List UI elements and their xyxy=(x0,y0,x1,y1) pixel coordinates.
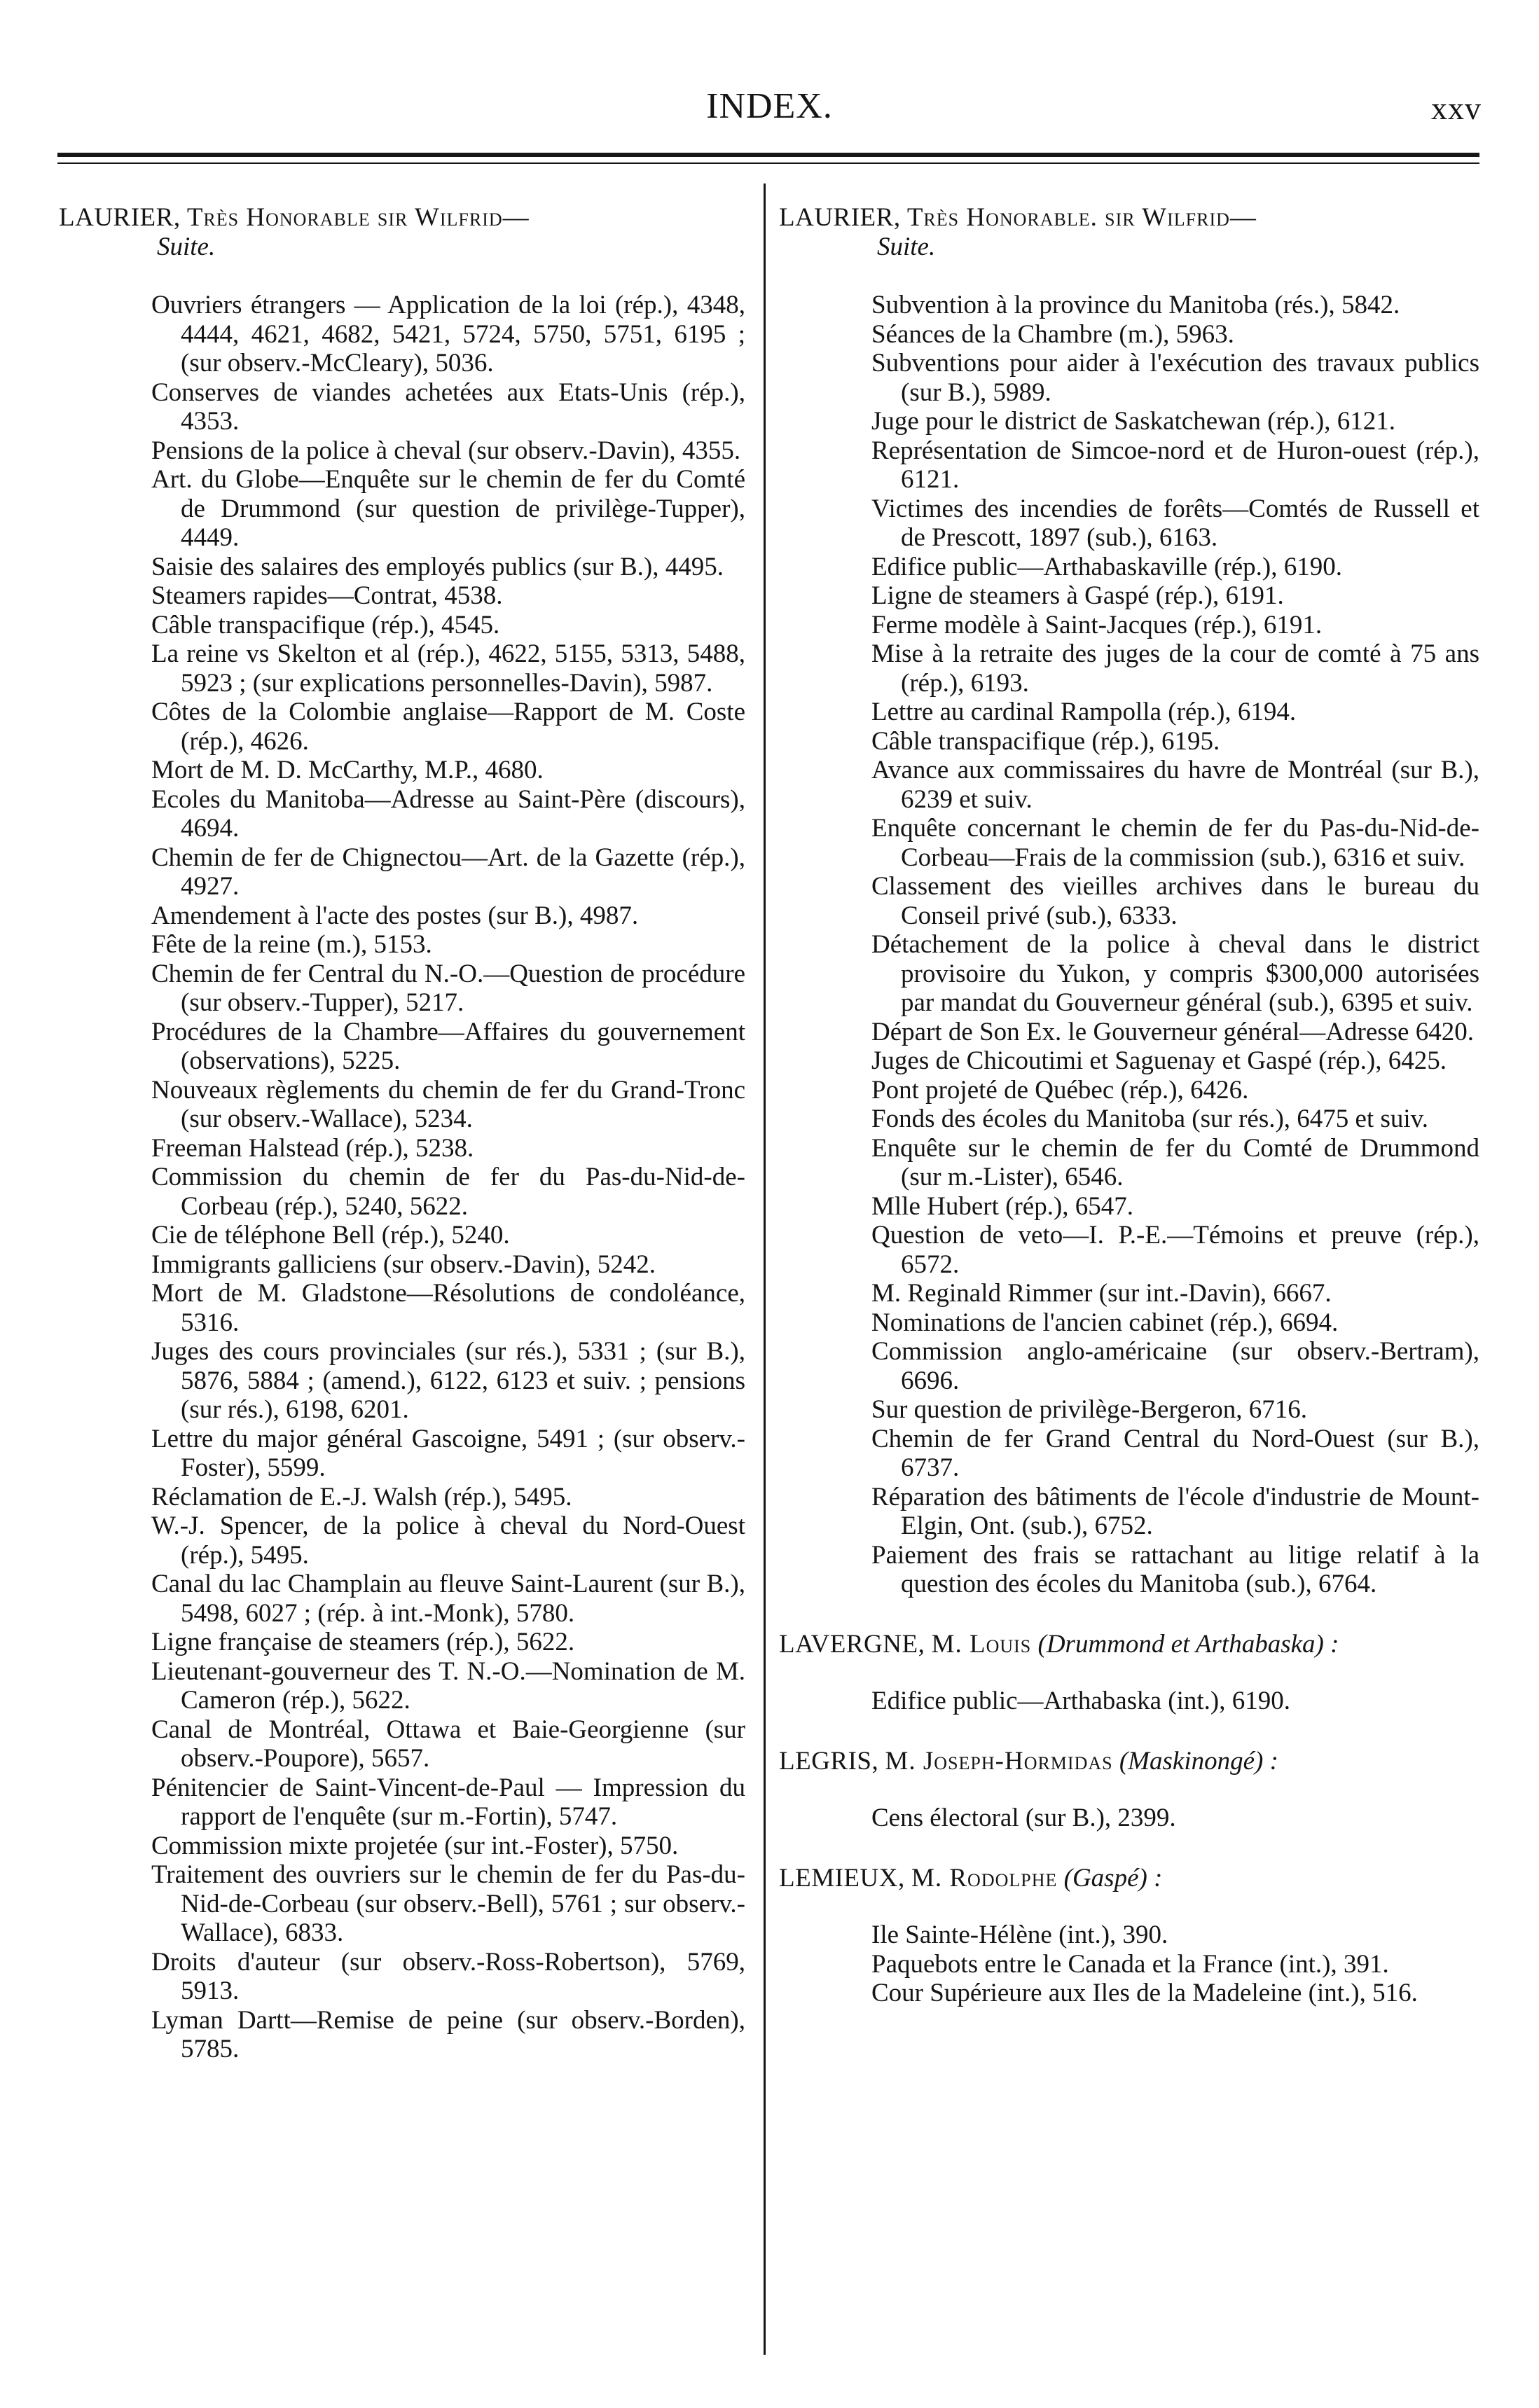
index-entry: Pont projeté de Québec (rép.), 6426. xyxy=(871,1075,1249,1105)
right-column xyxy=(779,203,1479,2008)
index-entry: Question de veto—I. P.-E.—Témoins et preuve (rép.), 6572. xyxy=(871,1221,1479,1279)
index-entry: Séances de la Chambre (m.), 5963. xyxy=(871,319,1234,349)
page-title: INDEX. xyxy=(706,86,833,126)
index-entry: Ligne de steamers à Gaspé (rép.), 6191. xyxy=(871,581,1284,610)
spacer xyxy=(779,1599,1479,1630)
index-entry: Juges des cours provinciales (sur rés.), 5331 ; (sur B.), 5876, 5884 ; (amend.), 6122, 6123 et suiv. ; pensions (sur rés.), 6198, 6201. xyxy=(151,1337,745,1424)
index-entry: Sur question de privilège-Bergeron, 6716. xyxy=(871,1395,1308,1424)
index-entry: Nominations de l'ancien cabinet (rép.), 6694. xyxy=(871,1308,1339,1337)
column-divider xyxy=(764,184,766,2355)
index-entry: Lyman Dartt—Remise de peine (sur observ.-Borden), 5785. xyxy=(151,2005,745,2063)
index-entry: Immigrants galliciens (sur observ.-Davin), 5242. xyxy=(151,1250,656,1279)
index-entry: Amendement à l'acte des postes (sur B.), 4987. xyxy=(151,901,639,930)
index-entry: Réparation des bâtiments de l'école d'industrie de Mount-Elgin, Ont. (sub.), 6752. xyxy=(871,1482,1479,1540)
index-entry: Canal du lac Champlain au fleuve Saint-Laurent (sur B.), 5498, 6027 ; (rép. à int.-Monk), 5780. xyxy=(151,1570,745,1628)
spacer xyxy=(779,1716,1479,1747)
index-entry: Procédures de la Chambre—Affaires du gouvernement (observations), 5225. xyxy=(151,1017,745,1075)
index-entry: Ecoles du Manitoba—Adresse au Saint-Père (discours), 4694. xyxy=(151,784,745,843)
heading-suite: Suite. xyxy=(157,232,216,261)
index-entry: Nouveaux règlements du chemin de fer du Grand-Tronc (sur observ.-Wallace), 5234. xyxy=(151,1075,745,1133)
index-entry: Art. du Globe—Enquête sur le chemin de fer du Comté de Drummond (sur question de privilège-Tupper), 4449. xyxy=(151,465,745,552)
index-entry: Lettre au cardinal Rampolla (rép.), 6194. xyxy=(871,698,1297,726)
index-entry: Mise à la retraite des juges de la cour de comté à 75 ans (rép.), 6193. xyxy=(871,639,1479,698)
index-entry: Traitement des ouvriers sur le chemin de fer du Pas-du-Nid-de-Corbeau (sur observ.-Bell), 5761 ; sur observ.-Wallace), 6833. xyxy=(151,1860,745,1947)
index-entry: Ferme modèle à Saint-Jacques (rép.), 6191. xyxy=(871,610,1323,639)
spacer xyxy=(779,1893,1479,1921)
index-entry: Conserves de viandes achetées aux Etats-Unis (rép.), 4353. xyxy=(151,378,745,436)
index-entry: Victimes des incendies de forêts—Comtés de Russell et de Prescott, 1897 (sub.), 6163. xyxy=(871,494,1479,552)
index-entry: Côtes de la Colombie anglaise—Rapport de M. Coste (rép.), 4626. xyxy=(151,698,745,756)
spacer xyxy=(779,261,1479,291)
index-entry: Chemin de fer Central du N.-O.—Question de procédure (sur observ.-Tupper), 5217. xyxy=(151,959,745,1017)
index-entry: Enquête sur le chemin de fer du Comté de Drummond (sur m.-Lister), 6546. xyxy=(871,1133,1479,1191)
index-entry: Représentation de Simcoe-nord et de Huron-ouest (rép.), 6121. xyxy=(871,436,1479,494)
index-entry: M. Reginald Rimmer (sur int.-Davin), 6667. xyxy=(871,1279,1332,1308)
header-rule-thick xyxy=(57,153,1479,157)
index-entry: Lettre du major général Gascoigne, 5491 ; (sur observ.-Foster), 5599. xyxy=(151,1424,745,1482)
index-entry: Chemin de fer Grand Central du Nord-Ouest (sur B.), 6737. xyxy=(871,1424,1479,1482)
index-entry: Réclamation de E.-J. Walsh (rép.), 5495. xyxy=(151,1482,572,1511)
index-entry: Câble transpacifique (rép.), 6195. xyxy=(871,726,1220,756)
index-entry: Paiement des frais se rattachant au litige relatif à la question des écoles du Manitoba (sub.), 6764. xyxy=(871,1540,1479,1598)
index-entry: W.-J. Spencer, de la police à cheval du Nord-Ouest (rép.), 5495. xyxy=(151,1511,745,1570)
index-entry: Subvention à la province du Manitoba (rés.), 5842. xyxy=(871,291,1400,319)
index-entry: Commission du chemin de fer du Pas-du-Nid-de-Corbeau (rép.), 5240, 5622. xyxy=(151,1163,745,1221)
index-entry: Droits d'auteur (sur observ.-Ross-Robertson), 5769, 5913. xyxy=(151,1947,745,2005)
index-entry: Mlle Hubert (rép.), 6547. xyxy=(871,1191,1134,1221)
index-entry: Paquebots entre le Canada et la France (int.), 391. xyxy=(871,1949,1389,1979)
index-entry: Fonds des écoles du Manitoba (sur rés.), 6475 et suiv. xyxy=(871,1105,1429,1133)
index-entry: Fête de la reine (m.), 5153. xyxy=(151,930,432,959)
heading-constituency: (Drummond et Arthabaska) : xyxy=(1037,1629,1339,1659)
index-entry: Juge pour le district de Saskatchewan (rép.), 6121. xyxy=(871,407,1396,436)
section-heading-legris xyxy=(779,1747,1479,1776)
left-column xyxy=(59,203,745,2064)
page-header xyxy=(0,85,1539,134)
page-number: xxv xyxy=(1431,90,1482,126)
index-entry: Mort de M. Gladstone—Résolutions de condoléance, 5316. xyxy=(151,1279,745,1337)
heading-honorific: Très Honorable. sir Wilfrid— xyxy=(906,203,1257,232)
index-entry: Lieutenant-gouverneur des T. N.-O.—Nomination de M. Cameron (rép.), 5622. xyxy=(151,1656,745,1715)
spacer xyxy=(59,261,745,291)
index-entry: Chemin de fer de Chignectou—Art. de la Gazette (rép.), 4927. xyxy=(151,843,745,901)
index-entry: Edifice public—Arthabaskaville (rép.), 6190. xyxy=(871,552,1342,581)
spacer xyxy=(779,1776,1479,1804)
heading-name: LAURIER, xyxy=(779,203,901,232)
heading-name: LEGRIS, xyxy=(779,1746,879,1776)
index-entry: Saisie des salaires des employés publics (sur B.), 4495. xyxy=(151,552,724,581)
heading-honorific: Très Honorable sir Wilfrid— xyxy=(186,203,530,232)
index-entry: Steamers rapides—Contrat, 4538. xyxy=(151,581,503,610)
index-entry: Détachement de la police à cheval dans le district provisoire du Yukon, y compris $300,000 autorisées par mandat du Gouverneur général (sub.), 6395 et suiv. xyxy=(871,930,1479,1017)
index-entry: Enquête concernant le chemin de fer du Pas-du-Nid-de-Corbeau—Frais de la commission (sub.), 6316 et suiv. xyxy=(871,814,1479,872)
index-entry: Départ de Son Ex. le Gouverneur général—Adresse 6420. xyxy=(871,1017,1474,1046)
heading-name: LAURIER, xyxy=(59,203,181,232)
heading-honorific: M. Joseph-Hormidas xyxy=(885,1746,1113,1776)
index-entry: Canal de Montréal, Ottawa et Baie-Georgienne (sur observ.-Poupore), 5657. xyxy=(151,1715,745,1773)
heading-honorific: M. Louis xyxy=(931,1629,1032,1659)
index-entry: Avance aux commissaires du havre de Montréal (sur B.), 6239 et suiv. xyxy=(871,756,1479,814)
index-entry: Subventions pour aider à l'exécution des travaux publics (sur B.), 5989. xyxy=(871,349,1479,407)
index-entry: Commission anglo-américaine (sur observ.-Bertram), 6696. xyxy=(871,1337,1479,1395)
index-entry: Ile Sainte-Hélène (int.), 390. xyxy=(871,1921,1168,1949)
heading-suite: Suite. xyxy=(877,232,936,261)
right-heading xyxy=(779,203,1479,261)
index-entry: Mort de M. D. McCarthy, M.P., 4680. xyxy=(151,756,544,784)
section-heading-lavergne xyxy=(779,1630,1479,1659)
index-entry: Juges de Chicoutimi et Saguenay et Gaspé (rép.), 6425. xyxy=(871,1046,1447,1075)
heading-constituency: (Maskinongé) : xyxy=(1119,1746,1278,1776)
index-entry: Classement des vieilles archives dans le bureau du Conseil privé (sub.), 6333. xyxy=(871,872,1479,930)
section-heading-lemieux xyxy=(779,1864,1479,1893)
index-entry: Cens électoral (sur B.), 2399. xyxy=(871,1804,1176,1832)
index-entry: Pénitencier de Saint-Vincent-de-Paul — Impression du rapport de l'enquête (sur m.-Fortin), 5747. xyxy=(151,1773,745,1831)
heading-name: LAVERGNE, xyxy=(779,1629,925,1659)
index-entry: Cie de téléphone Bell (rép.), 5240. xyxy=(151,1221,510,1250)
index-entry: Edifice public—Arthabaska (int.), 6190. xyxy=(871,1687,1290,1715)
heading-name: LEMIEUX, xyxy=(779,1863,905,1893)
index-entry: Câble transpacifique (rép.), 4545. xyxy=(151,610,500,639)
index-entry: La reine vs Skelton et al (rép.), 4622, 5155, 5313, 5488, 5923 ; (sur explications personnelles-Davin), 5987. xyxy=(151,639,745,698)
index-entry: Freeman Halstead (rép.), 5238. xyxy=(151,1133,474,1163)
heading-constituency: (Gaspé) : xyxy=(1063,1863,1163,1893)
spacer xyxy=(779,1659,1479,1687)
index-entry: Cour Supérieure aux Iles de la Madeleine (int.), 516. xyxy=(871,1979,1418,2007)
header-rule-thin xyxy=(57,162,1479,164)
heading-honorific: M. Rodolphe xyxy=(911,1863,1058,1893)
left-heading xyxy=(59,203,745,261)
index-entry: Pensions de la police à cheval (sur observ.-Davin), 4355. xyxy=(151,436,741,465)
spacer xyxy=(779,1833,1479,1864)
index-entry: Ouvriers étrangers — Application de la loi (rép.), 4348, 4444, 4621, 4682, 5421, 5724, 5750, 5751, 6195 ; (sur observ.-McCleary), 5036. xyxy=(151,291,745,378)
index-entry: Ligne française de steamers (rép.), 5622. xyxy=(151,1628,575,1656)
index-entry: Commission mixte projetée (sur int.-Foster), 5750. xyxy=(151,1831,679,1860)
